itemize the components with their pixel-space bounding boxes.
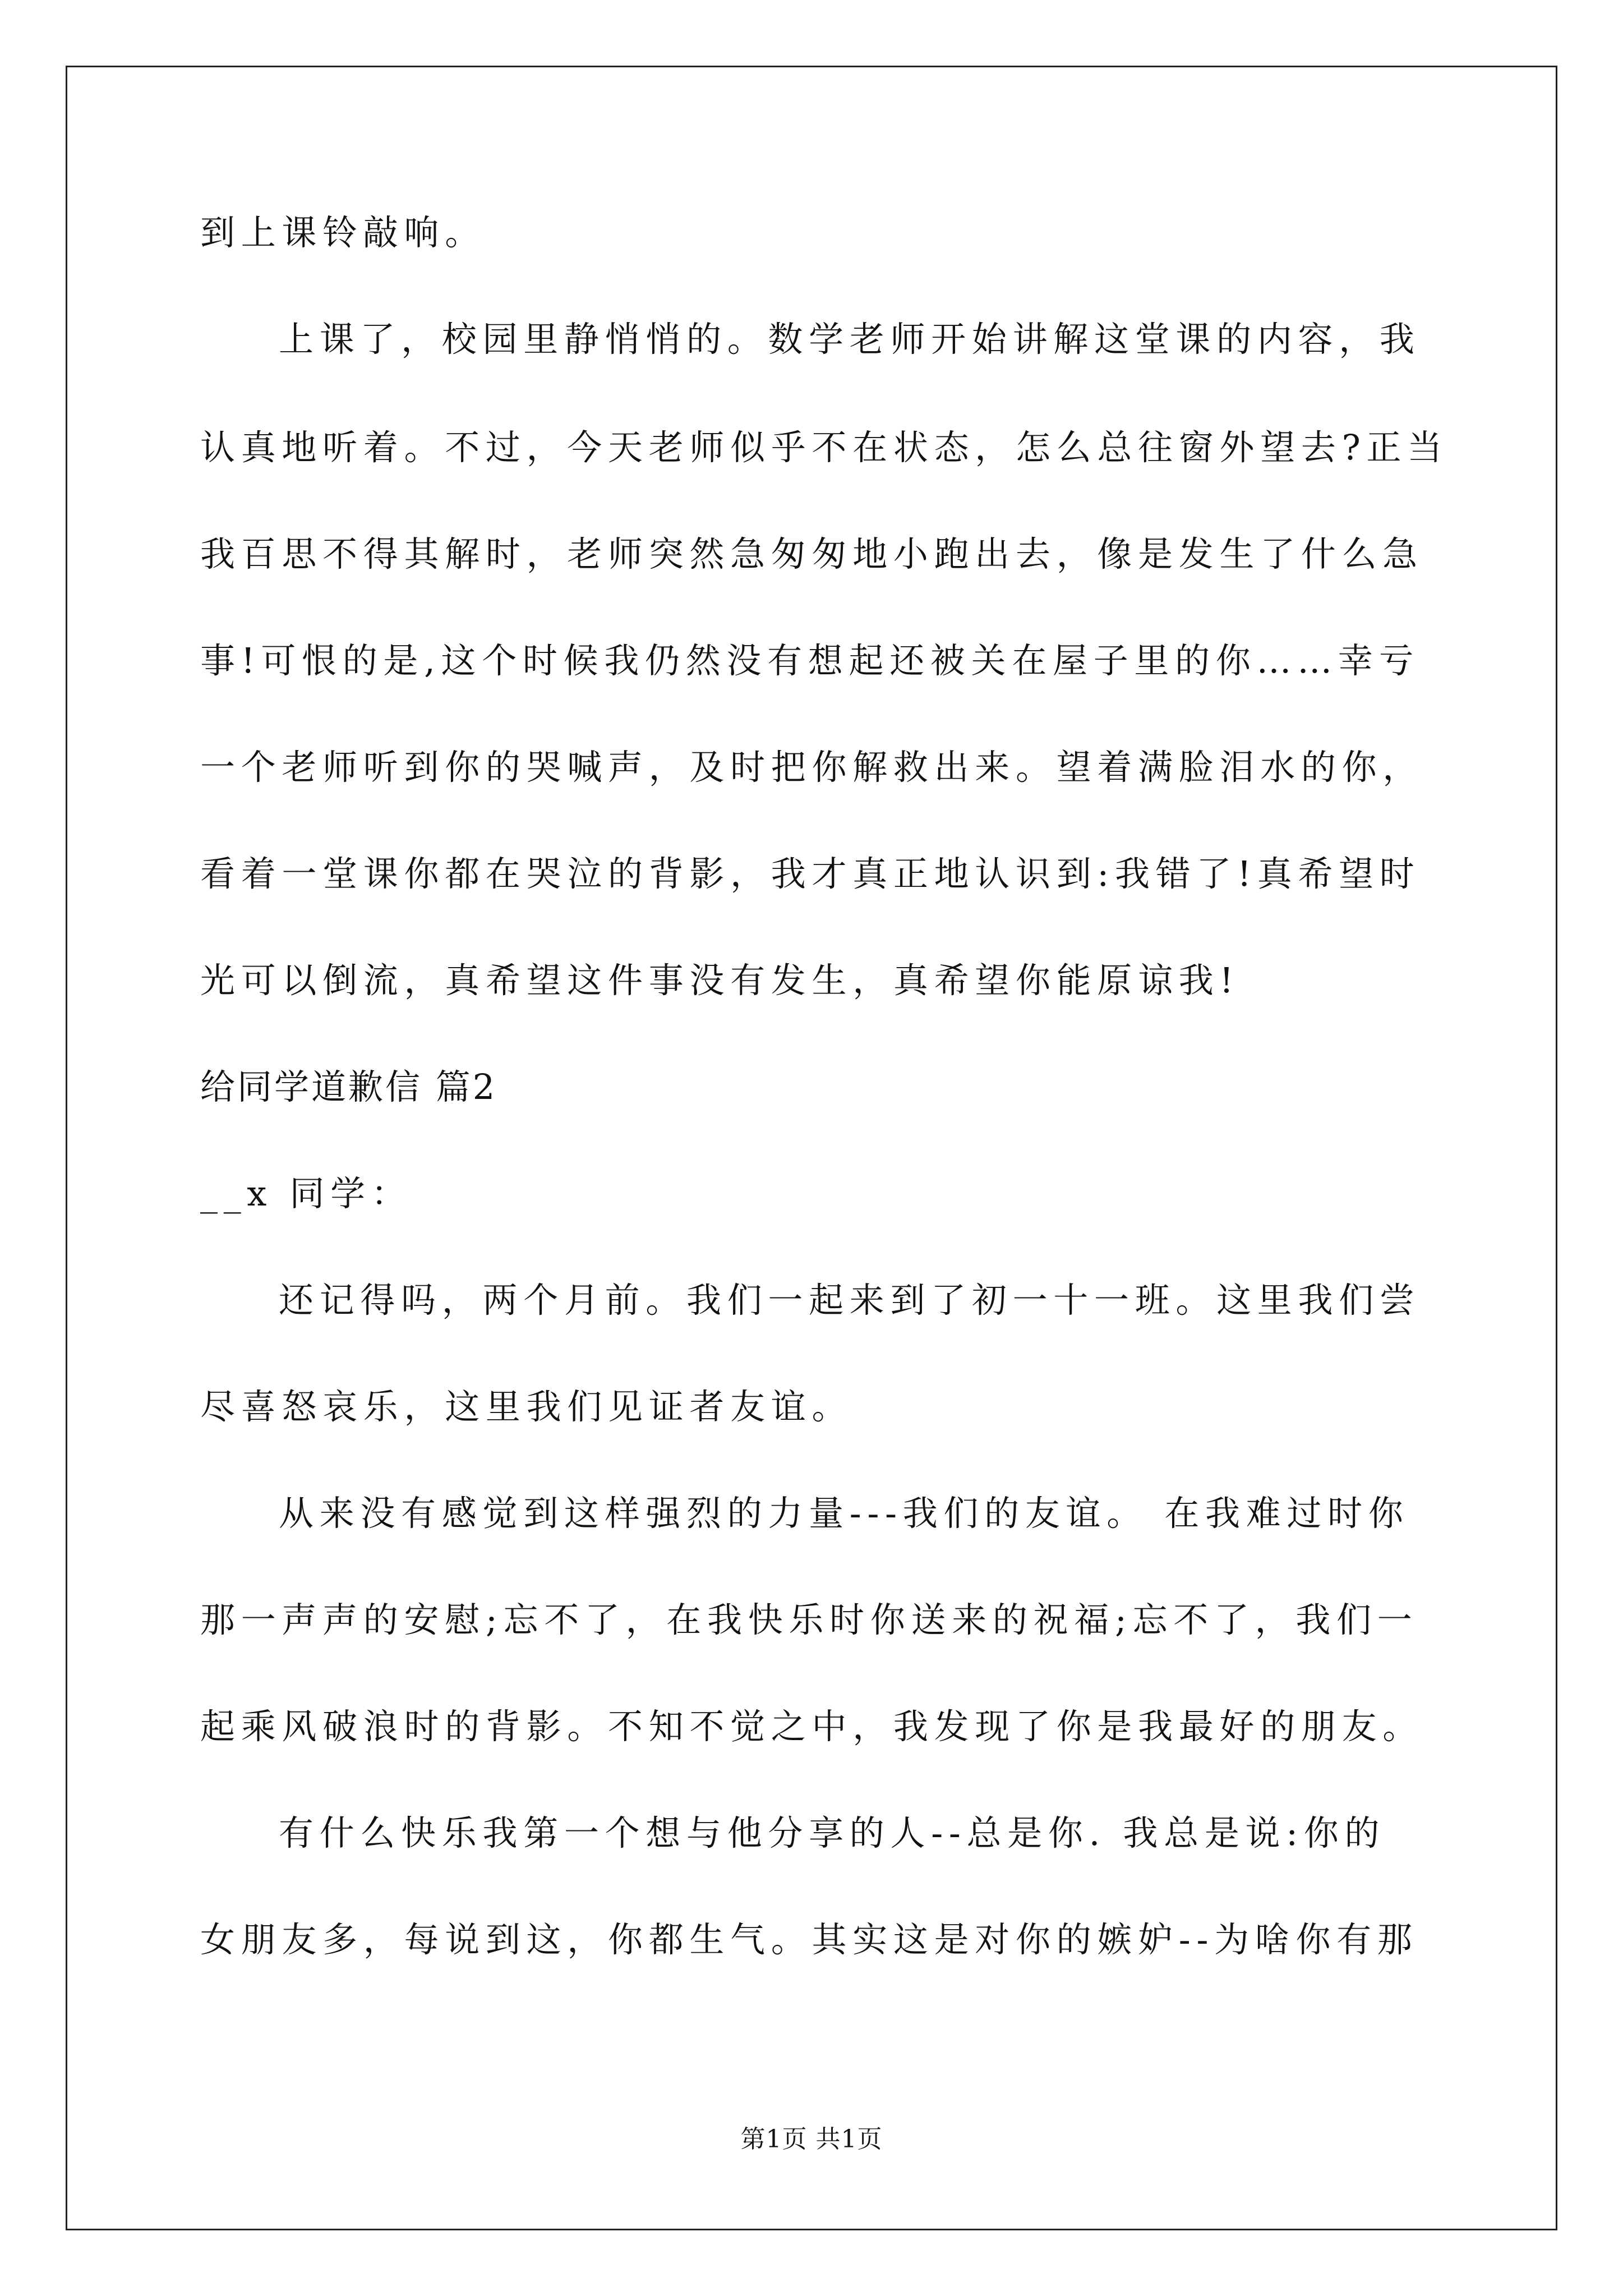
paragraph-4-line-2: 那一声声的安慰;忘不了，在我快乐时你送来的祝福;忘不了，我们一 — [200, 1599, 1418, 1640]
paragraph-2-line-2: 认真地听着。不过，今天老师似乎不在状态，怎么总往窗外望去?正当 — [200, 427, 1448, 468]
paragraph-2-line-7: 光可以倒流，真希望这件事没有发生，真希望你能原谅我! — [200, 960, 1240, 1001]
section-heading: 给同学道歉信 篇2 — [200, 1066, 497, 1107]
paragraph-4-line-1: 从来没有感觉到这样强烈的力量---我们的友谊。 在我难过时你 — [279, 1493, 1409, 1534]
paragraph-1-line-1: 到上课铃敲响。 — [200, 212, 486, 253]
paragraph-3-line-1: 还记得吗，两个月前。我们一起来到了初一十一班。这里我们尝 — [279, 1280, 1421, 1320]
paragraph-5-line-1: 有什么快乐我第一个想与他分享的人--总是你. 我总是说:你的 — [279, 1812, 1386, 1853]
paragraph-2-line-3: 我百思不得其解时，老师突然急匆匆地小跑出去，像是发生了什么急 — [200, 533, 1424, 574]
paragraph-4-line-3: 起乘风破浪时的背影。不知不觉之中，我发现了你是我最好的朋友。 — [200, 1706, 1424, 1747]
paragraph-5-line-2: 女朋友多，每说到这，你都生气。其实这是对你的嫉妒--为啥你有那 — [200, 1919, 1418, 1960]
paragraph-2-line-6: 看着一堂课你都在哭泣的背影，我才真正地认识到:我错了!真希望时 — [200, 853, 1421, 894]
paragraph-2-line-4: 事!可恨的是,这个时候我仍然没有想起还被关在屋子里的你……幸亏 — [200, 640, 1420, 681]
page-number-footer: 第1页 共1页 — [740, 2125, 883, 2154]
page-border — [66, 66, 1557, 2230]
paragraph-3-line-2: 尽喜怒哀乐，这里我们见证者友谊。 — [200, 1386, 853, 1427]
salutation: __x 同学： — [200, 1173, 412, 1214]
paragraph-2-line-1: 上课了，校园里静悄悄的。数学老师开始讲解这堂课的内容，我 — [279, 319, 1421, 360]
paragraph-2-line-5: 一个老师听到你的哭喊声，及时把你解救出来。望着满脸泪水的你， — [200, 747, 1424, 788]
